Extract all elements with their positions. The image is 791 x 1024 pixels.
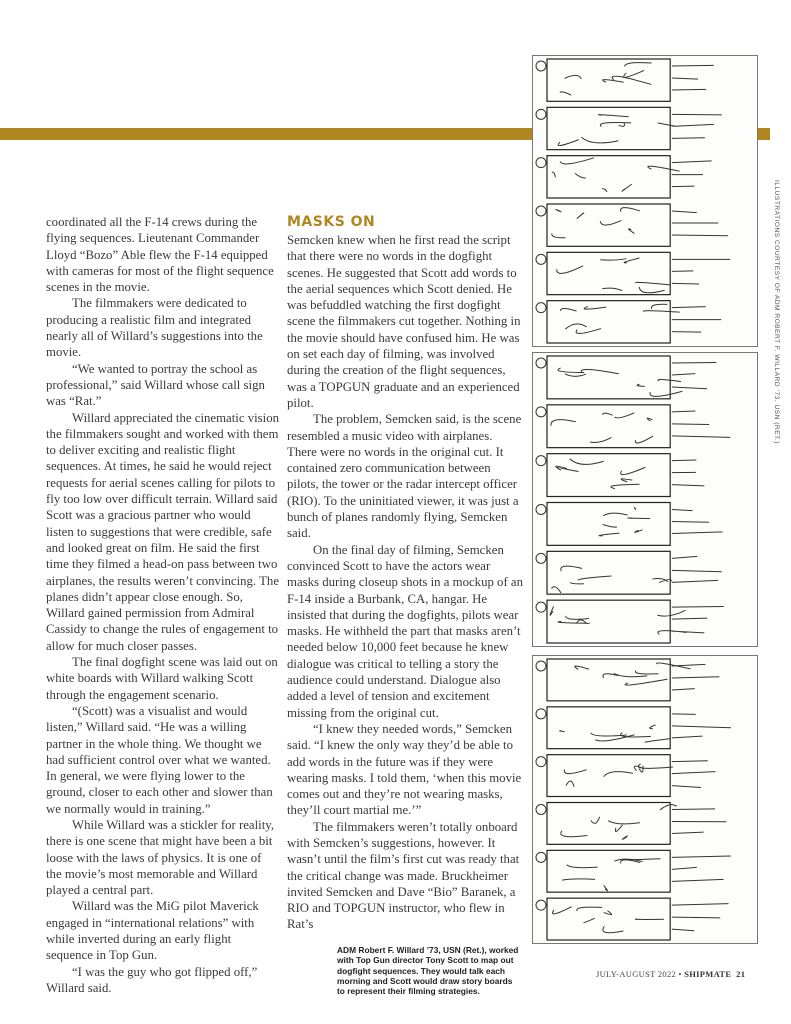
sketch-strokes bbox=[575, 663, 720, 690]
storyboard-frame bbox=[547, 503, 670, 546]
storyboard-sketch-1 bbox=[532, 55, 758, 347]
sketch-strokes bbox=[552, 208, 728, 238]
sketch-strokes bbox=[558, 114, 722, 145]
paragraph: On the final day of filming, Semcken convinced Scott to have the actors wear masks during closeup shots in a mockup of an F-14 inside a Burbank, CA, hangar. He insisted that during the dogfights, pilots wear masks. He withheld the part that masks aren’t needed below 10,000 feet because he knew dialogue was critical to telling a story the audience could understand. Dialogue also added a level of tension and excitement missing from the original cut. bbox=[287, 542, 523, 720]
paragraph: Willard appreciated the cinematic vision the filmmakers sought and worked with them to deliver exciting and realistic flight sequences. At times, he said he would reject requests for aerial scenes calling for pilots to fly too low over difficult terrain. Willard said Scott was a gracious partner who would listen to suggestions that were credible, safe and looked great on film. He said the first time they filmed a head-on pass between two airplanes, the results weren’t convincing. The planes didn’t appear close enough. So, Willard gained permission from Admiral Cassidy to change the rules of engagement to allow for much closer passes. bbox=[46, 410, 279, 653]
paragraph: “I was the guy who got flipped off,” Willard said. bbox=[46, 964, 258, 995]
sketch-strokes bbox=[551, 411, 730, 443]
sketch-strokes bbox=[551, 556, 721, 593]
paragraph: “(Scott) was a visualist and would listen,” Willard said. “He was a willing partner in the whole thing. We thought we had sufficient control over what we wanted. In general, we were flying lower to the ground, closer to each other and slower than we normally would in training.” bbox=[46, 703, 273, 816]
sketch-strokes bbox=[561, 304, 722, 333]
storyboard-sketch-2 bbox=[532, 352, 758, 647]
illustration-credit: ILLUSTRATIONS COURTESY OF ADM ROBERT F. WILLARD ’73, USN (RET.) bbox=[773, 180, 780, 444]
storyboard-frame bbox=[547, 803, 670, 845]
frame-number-circle bbox=[536, 852, 546, 862]
storyboard-frame bbox=[547, 755, 670, 797]
footer-magazine: SHIPMATE bbox=[684, 969, 732, 979]
frame-number-circle bbox=[536, 900, 546, 910]
article-column-2-body bbox=[287, 232, 523, 933]
paragraph: The problem, Semcken said, is the scene resembled a music video with airplanes. There were no words in the original cut. It contained zero communication between pilots, the tower or the radar intercept officer (RIO). To the uninitiated viewer, it was just a bunch of planes randomly flying, Semcken said. bbox=[287, 412, 522, 541]
sketch-strokes bbox=[564, 761, 715, 788]
frame-number-circle bbox=[536, 757, 546, 767]
sketch-strokes bbox=[599, 507, 722, 536]
page-number: 21 bbox=[736, 969, 746, 979]
frame-number-circle bbox=[536, 407, 546, 417]
sketch-strokes bbox=[562, 856, 731, 891]
paragraph: Willard was the MiG pilot Maverick engaged in “international relations” with while inverted during an early flight sequence in Top Gun. bbox=[46, 899, 259, 963]
footer-issue: JULY-AUGUST 2022 • bbox=[596, 969, 682, 979]
sketch-strokes bbox=[556, 459, 704, 489]
sketch-strokes bbox=[560, 714, 731, 742]
sketch-strokes bbox=[557, 258, 731, 293]
storyboard-frame bbox=[547, 600, 670, 643]
storyboard-frame bbox=[547, 850, 670, 892]
paragraph: The final dogfight scene was laid out on white boards with Willard walking Scott through the engagement scenario. bbox=[46, 655, 278, 702]
photo-caption: ADM Robert F. Willard ’73, USN (Ret.), worked with Top Gun director Tony Scott to map out dogfight sequences. They would talk each morning and Scott would draw story boards to represent their filming strategies. bbox=[337, 944, 519, 997]
storyboard-frame bbox=[547, 454, 670, 497]
frame-number-circle bbox=[536, 553, 546, 563]
frame-number-circle bbox=[536, 206, 546, 216]
frame-number-circle bbox=[536, 303, 546, 313]
storyboard-frame bbox=[547, 659, 670, 701]
paragraph: coordinated all the F-14 crews during the flying sequences. Lieutenant Commander Lloyd “Bozo” Able flew the F-14 equipped with cameras for most of the flight sequence scenes in the movie. bbox=[46, 215, 274, 295]
sketch-strokes bbox=[560, 63, 714, 96]
article-column-1 bbox=[46, 214, 280, 996]
storyboard-frame bbox=[547, 356, 670, 399]
sketch-strokes bbox=[550, 606, 724, 634]
frame-number-circle bbox=[536, 456, 546, 466]
frame-number-circle bbox=[536, 709, 546, 719]
frame-number-circle bbox=[536, 505, 546, 515]
storyboard-sketch-3 bbox=[532, 655, 758, 944]
frame-number-circle bbox=[536, 805, 546, 815]
paragraph: Semcken knew when he first read the script that there were no words in the dogfight scenes. He suggested that Scott add words to the aerial sequences which Scott denied. He was befuddled watching the first dogfight scene the filmmakers cut together. Nothing in the movie should have confused him. He was on set each day of filming, was involved during the creation of the flight sequences, was a TOPGUN graduate and an experienced pilot. bbox=[287, 233, 521, 410]
sketch-strokes bbox=[552, 904, 728, 933]
storyboard-frame bbox=[547, 707, 670, 749]
frame-number-circle bbox=[536, 158, 546, 168]
frame-number-circle bbox=[536, 61, 546, 71]
storyboard-frame bbox=[547, 551, 670, 594]
storyboard-frame bbox=[547, 156, 670, 198]
article-column-2 bbox=[287, 214, 523, 997]
page-footer bbox=[596, 969, 745, 979]
storyboard-frame bbox=[547, 107, 670, 149]
paragraph: The filmmakers were dedicated to producing a realistic film and integrated nearly all of Willard’s suggestions into the movie. bbox=[46, 296, 263, 360]
paragraph: The filmmakers weren’t totally onboard with Semcken’s suggestions, however. It wasn’t until the film’s first cut was ready that the critical change was made. Bruckheimer invited Semcken and Dave “Bio” Baranek, a RIO and TOPGUN instructor, who flew in Rat’s bbox=[287, 819, 520, 932]
paragraph: “I knew they needed words,” Semcken said. “I knew the only way they’d be able to add words in the future was if they were wearing masks. I told them, ‘when this movie comes out and they’re not wearing masks, they’ll court martial me.’” bbox=[287, 721, 522, 818]
section-heading: MASKS ON bbox=[287, 214, 376, 230]
paragraph: “We wanted to portray the school as professional,” said Willard whose call sign was “Rat.” bbox=[46, 361, 265, 409]
frame-number-circle bbox=[536, 109, 546, 119]
sketch-strokes bbox=[552, 158, 712, 192]
frame-number-circle bbox=[536, 602, 546, 612]
paragraph: While Willard was a stickler for reality, there is one scene that might have been a bit loose with the laws of physics. It is one of the movie’s most memorable and Willard played a central part. bbox=[46, 817, 275, 898]
frame-number-circle bbox=[536, 254, 546, 264]
frame-number-circle bbox=[536, 661, 546, 671]
storyboard-frame bbox=[547, 405, 670, 448]
frame-number-circle bbox=[536, 358, 546, 368]
sketch-strokes bbox=[561, 805, 727, 840]
sketch-strokes bbox=[558, 363, 716, 397]
